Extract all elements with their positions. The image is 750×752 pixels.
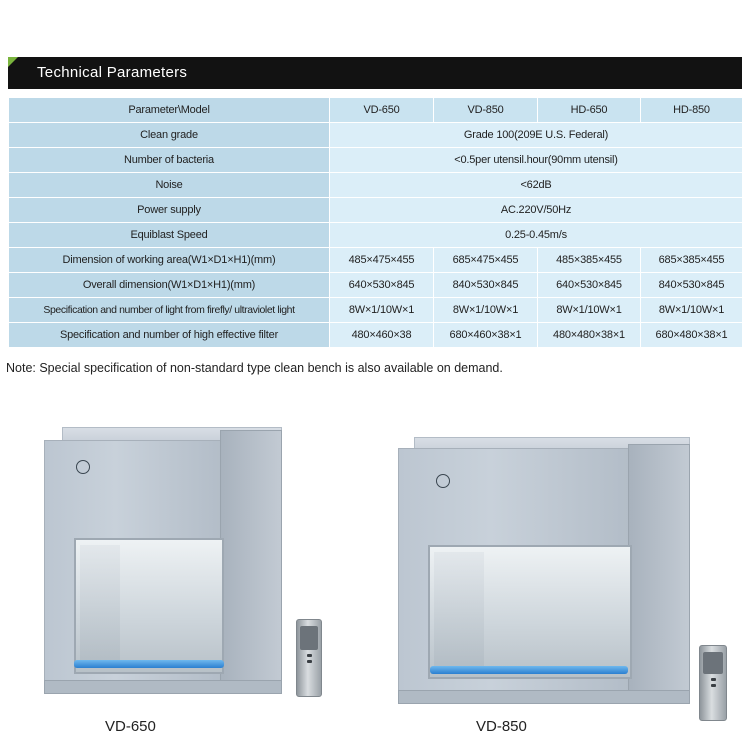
row-label: Dimension of working area(W1×D1×H1)(mm) bbox=[9, 248, 330, 273]
table-row bbox=[9, 248, 743, 273]
row-value: <62dB bbox=[330, 173, 743, 198]
row-value: AC.220V/50Hz bbox=[330, 198, 743, 223]
row-value: 840×530×845 bbox=[641, 273, 743, 298]
header-cell-parameter-model: Parameter\Model bbox=[9, 98, 330, 123]
row-value: 485×385×455 bbox=[538, 248, 641, 273]
product-caption: VD-850 bbox=[476, 718, 527, 735]
brand-logo bbox=[436, 474, 451, 488]
row-value: 840×530×845 bbox=[434, 273, 538, 298]
row-label: Overall dimension(W1×D1×H1)(mm) bbox=[9, 273, 330, 298]
remote-control bbox=[699, 645, 727, 721]
table-row bbox=[9, 273, 743, 298]
row-value: 680×460×38×1 bbox=[434, 323, 538, 348]
technical-parameters-table bbox=[8, 97, 743, 348]
row-value: 680×480×38×1 bbox=[641, 323, 743, 348]
row-value: 8W×1/10W×1 bbox=[434, 298, 538, 323]
row-value: 485×475×455 bbox=[330, 248, 434, 273]
row-value: 8W×1/10W×1 bbox=[538, 298, 641, 323]
row-label: Equiblast Speed bbox=[9, 223, 330, 248]
row-value: 685×385×455 bbox=[641, 248, 743, 273]
row-label: Specification and number of high effective filter bbox=[9, 323, 330, 348]
row-label: Specification and number of light from firefly/ ultraviolet light bbox=[9, 298, 330, 323]
row-value: 0.25-0.45m/s bbox=[330, 223, 743, 248]
header-cell-model: VD-850 bbox=[434, 98, 538, 123]
row-value: 8W×1/10W×1 bbox=[641, 298, 743, 323]
table-row bbox=[9, 298, 743, 323]
header-accent-triangle bbox=[8, 57, 18, 67]
cabinet-side bbox=[220, 430, 282, 684]
table-row bbox=[9, 148, 743, 173]
header-cell-model: VD-650 bbox=[330, 98, 434, 123]
inner-panel bbox=[434, 552, 484, 668]
cabinet-base bbox=[44, 680, 282, 694]
inner-panel bbox=[80, 545, 120, 663]
row-value: 640×530×845 bbox=[330, 273, 434, 298]
row-label: Number of bacteria bbox=[9, 148, 330, 173]
row-value: 480×460×38 bbox=[330, 323, 434, 348]
row-label: Noise bbox=[9, 173, 330, 198]
brand-logo bbox=[76, 460, 91, 474]
row-value: Grade 100(209E U.S. Federal) bbox=[330, 123, 743, 148]
row-value: 8W×1/10W×1 bbox=[330, 298, 434, 323]
product-caption: VD-650 bbox=[105, 718, 156, 735]
cabinet-side bbox=[628, 444, 690, 694]
table-row bbox=[9, 223, 743, 248]
row-value: 685×475×455 bbox=[434, 248, 538, 273]
header-cell-model: HD-650 bbox=[538, 98, 641, 123]
blue-handle-bar bbox=[74, 660, 224, 668]
row-label: Power supply bbox=[9, 198, 330, 223]
table-row bbox=[9, 123, 743, 148]
row-value: 640×530×845 bbox=[538, 273, 641, 298]
table-header-row bbox=[9, 98, 743, 123]
section-title: Technical Parameters bbox=[37, 64, 188, 81]
blue-handle-bar bbox=[430, 666, 628, 674]
row-value: <0.5per utensil.hour(90mm utensil) bbox=[330, 148, 743, 173]
table-row bbox=[9, 323, 743, 348]
table-row bbox=[9, 198, 743, 223]
row-value: 480×480×38×1 bbox=[538, 323, 641, 348]
note-text: Note: Special specification of non-standard type clean bench is also available on demand. bbox=[6, 361, 503, 375]
table-row bbox=[9, 173, 743, 198]
remote-control bbox=[296, 619, 322, 697]
header-cell-model: HD-850 bbox=[641, 98, 743, 123]
row-label: Clean grade bbox=[9, 123, 330, 148]
cabinet-base bbox=[398, 690, 690, 704]
